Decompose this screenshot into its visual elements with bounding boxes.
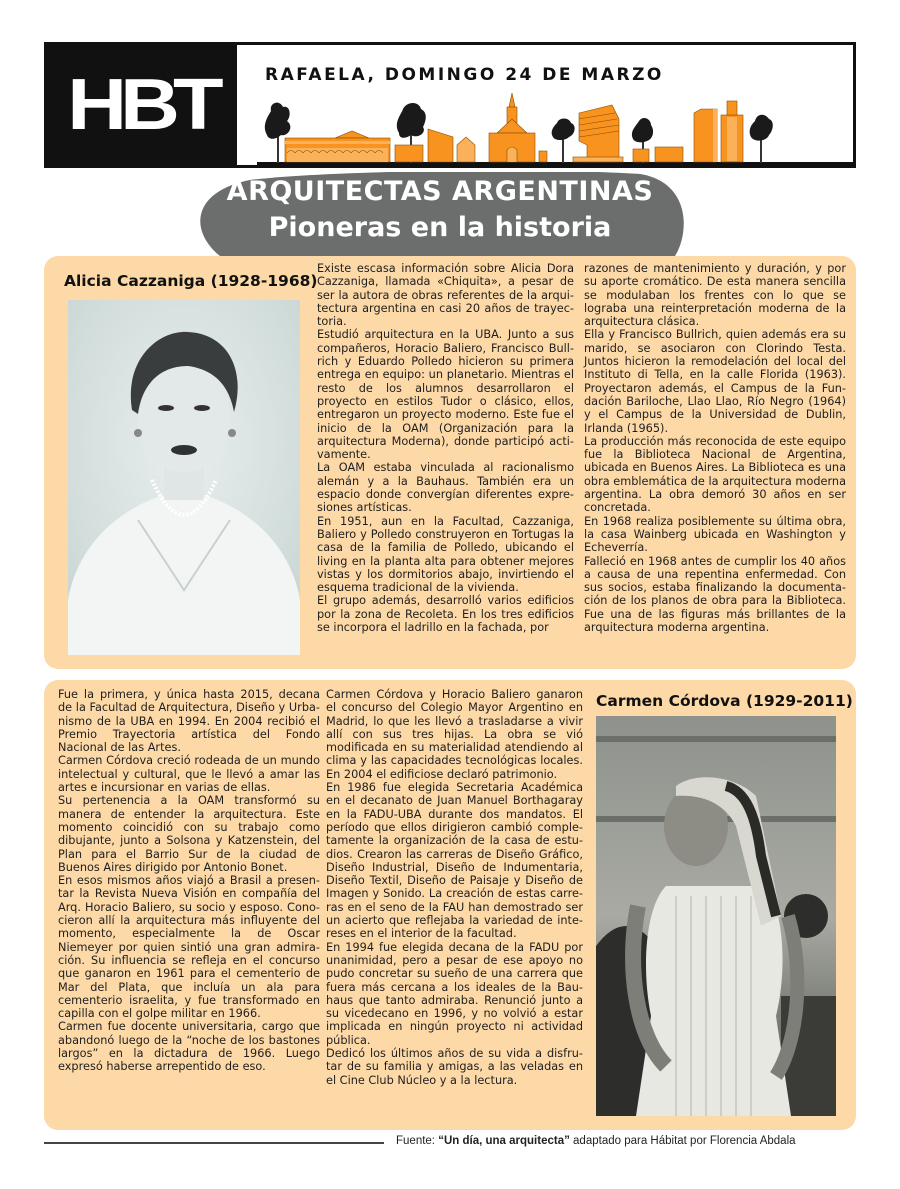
title-subtitle: Pioneras en la historia [268, 212, 612, 243]
paragraph: En 1994 fue elegida decana de la FADU por unanimidad, pero a pesar de ese apoyo no pudo concretar su sueño de una carrera que fuera más cercana a los ideales de la Bauhaus que tanto admiraba. Renunció junto a su vicedecano en 1996, y no volvió a estar implicada en ningún proyecto ni actividad pública. [326, 940, 583, 1047]
paragraph: Existe escasa información sobre Alicia Dora Cazzaniga, llamada «Chiquita», a pesar de ser la autora de obras referentes de la arquitectura argentina en casi 20 años de trayectoria. [317, 262, 574, 329]
source-credit [396, 1135, 796, 1147]
paragraph: En 1968 realiza posiblemente su última obra, la casa Wainberg ubicada en Washington y Echeverría. [584, 514, 846, 555]
alicia-text-column-2 [584, 262, 846, 634]
carmen-cordova-section [44, 680, 856, 1130]
paragraph: Fue la primera, y única hasta 2015, decana de la Facultad de Arquitectura, Diseño y Urbanismo de la UBA en 1994. En 2004 recibió el Premio Trayectoria artística del Fondo Nacional de las Artes. [58, 688, 320, 755]
paragraph: Carmen Córdova creció rodeada de un mundo intelectual y cultural, que le llevó a amar las artes e incursionar en varias de ellas. [58, 754, 320, 795]
modern-stacked-building-icon [573, 105, 623, 162]
logo-text: HBT [67, 65, 217, 145]
gable-house-icon [457, 137, 475, 162]
title-main: ARQUITECTAS ARGENTINAS [226, 176, 654, 207]
paragraph: En 1951, aun en la Facultad, Cazzaniga, Baliero y Polledo construyeron en Tortugas la casa de la familia de Polledo, ubicando el living en la planta alta para obtener mejores vistas y los dormitorios abajo, invirtiendo el esquema tradicional de la vivienda. [317, 514, 574, 595]
carmen-text-column-1 [58, 688, 320, 1074]
church-icon [489, 93, 535, 162]
paragraph: Estudió arquitectura en la UBA. Junto a sus compañeros, Horacio Baliero, Francisco Bullrich y Eduardo Polledo hicieron su primera entrega en equipo: un planetario. Mientras el resto de los alumnos desarrollaron el proyecto en estilos Tudor o clásico, ellos, entregaron un proyecto moderno. Este fue el inicio de la OAM (Organización para la arquitectura Moderna), donde participó activamente. [317, 328, 574, 462]
paragraph: En 1986 fue elegida Secretaria Académica en el decanato de Juan Manuel Borthagaray en la FADU-UBA durante dos mandatos. El período que ellos dirigieron cambió completamente la organización de la casa de estudios. Crearon las carreras de Diseño Gráfico, Diseño Industrial, Diseño de Indumentaria, Diseño Textil, Diseño de Paisaje y Diseño de Imagen y Sonido. La creación de estas carreras en el seno de la FAU han demostrado ser un acierto que reflejaba la variedad de intereses en el interior de la facultad. [326, 781, 583, 941]
alicia-cazzaniga-section [44, 256, 856, 669]
small-block-icon [539, 151, 547, 162]
low-block-icon [633, 149, 649, 162]
paragraph: razones de mantenimiento y duración, y por su aporte cromático. De esta manera sencilla se modulaban los frentes con lo que se lograba una reinterpretación moderna de la arquitectura clásica. [584, 262, 846, 329]
carmen-name-heading: Carmen Córdova (1929-2011) [596, 692, 853, 710]
hbt-logo [47, 45, 237, 165]
paragraph: En esos mismos años viajó a Brasil a presentar la Revista Nueva Visión en compañía del Arq. Horacio Baliero, su socio y esposo. Conocieron allí la arquitectura más influyente del momento, especialmente la de Oscar Niemeyer por quien sintió una gran admiración. Su influencia se refleja en el concurso que ganaron en 1961 para el cementerio de Mar del Plata, que incluía un ala para cementerio israelita, y fue transformado en capilla con el golpe militar en 1966. [58, 874, 320, 1021]
paragraph: Su pertenencia a la OAM transformó su manera de entender la arquitectura. Este momento coincidió con su trabajo como dibujante, junto a Solsona y Katzenstein, del Plan para el Barrio Sur de la ciudad de Buenos Aires dirigido por Antonio Bonet. [58, 794, 320, 874]
ground-line [257, 162, 853, 165]
slanted-building-icon [428, 129, 453, 162]
small-house-icon [395, 145, 423, 162]
title-banner [190, 172, 690, 258]
colonnade-building-icon [285, 131, 390, 162]
carmen-portrait-photo [596, 716, 836, 1116]
dateline: RAFAELA, DOMINGO 24 DE MARZO [265, 65, 664, 85]
paragraph: La producción más reconocida de este equipo fue la Biblioteca Nacional de Argentina, ubicada en Buenos Aires. La Biblioteca es una obra emblemática de la arquitectura moderna argentina. La obra demoró 30 años en ser concretada. [584, 434, 846, 515]
tree-icon [552, 119, 575, 164]
paragraph: Dedicó los últimos años de su vida a disfrutar de su familia y amigas, a las veladas en el Cine Club Núcleo y a la lectura. [326, 1047, 583, 1087]
paragraph: Ella y Francisco Bullrich, quien además era su marido, se asociaron con Clorindo Testa. Juntos hicieron la remodelación del local del Instituto di Tella, en la calle Florida (1963). Proyectaron además, el Campus de la Fundación Bariloche, Llao Llao, Río Negro (1964) y el Campus de la Universidad de Dublin, Irlanda (1965). [584, 328, 846, 435]
carmen-text-column-2 [326, 688, 583, 1087]
masthead [44, 42, 856, 168]
alicia-text-column-1 [317, 262, 574, 634]
portrait-placeholder-icon [68, 300, 300, 655]
paragraph: Carmen fue docente universitaria, cargo que abandonó luego de la “noche de los bastones largos” en la dictadura de 1966. Luego expresó haberse arrepentido de eso. [58, 1020, 320, 1074]
paragraph: Falleció en 1968 antes de cumplir los 40 años a causa de una repentina enfermedad. Con sus socios, estaba finalizando la documentación de los planos de obra para la Biblioteca. Fue una de las figuras más brillantes de la arquitectura moderna argentina. [584, 554, 846, 635]
tower-icon [694, 109, 717, 162]
wide-block-icon [655, 147, 683, 162]
city-skyline-illustration [257, 93, 853, 165]
paragraph: Carmen Córdova y Horacio Baliero ganaron el concurso del Colegio Mayor Argentino en Madrid, lo que les llevó a trasladarse a vivir allí con sus tres hijas. La obra se vió modificada en su materialidad atendiendo al clima y las capacidades tecnológicas locales. En 2004 el edificiose declaró patrimonio. [326, 688, 583, 781]
source-suffix: adaptado para Hábitat por Florencia Abdala [569, 1135, 796, 1147]
tower-icon [721, 101, 743, 162]
tree-icon [750, 115, 773, 163]
source-prefix: Fuente: [396, 1135, 439, 1147]
paragraph: El grupo además, desarrolló varios edificios por la zona de Recoleta. En los tres edificios se incorpora el ladrillo en la fachada, por [317, 594, 574, 635]
alicia-name-heading: Alicia Cazzaniga (1928-1968) [64, 272, 318, 290]
portrait-placeholder-icon [596, 716, 836, 1116]
source-title: “Un día, una arquitecta” [438, 1135, 570, 1147]
alicia-portrait-photo [68, 300, 300, 655]
paragraph: La OAM estaba vinculada al racionalismo alemán y a la Bauhaus. También era un espacio donde convergían diferentes expresiones artísticas. [317, 461, 574, 515]
footer-divider [44, 1142, 384, 1144]
